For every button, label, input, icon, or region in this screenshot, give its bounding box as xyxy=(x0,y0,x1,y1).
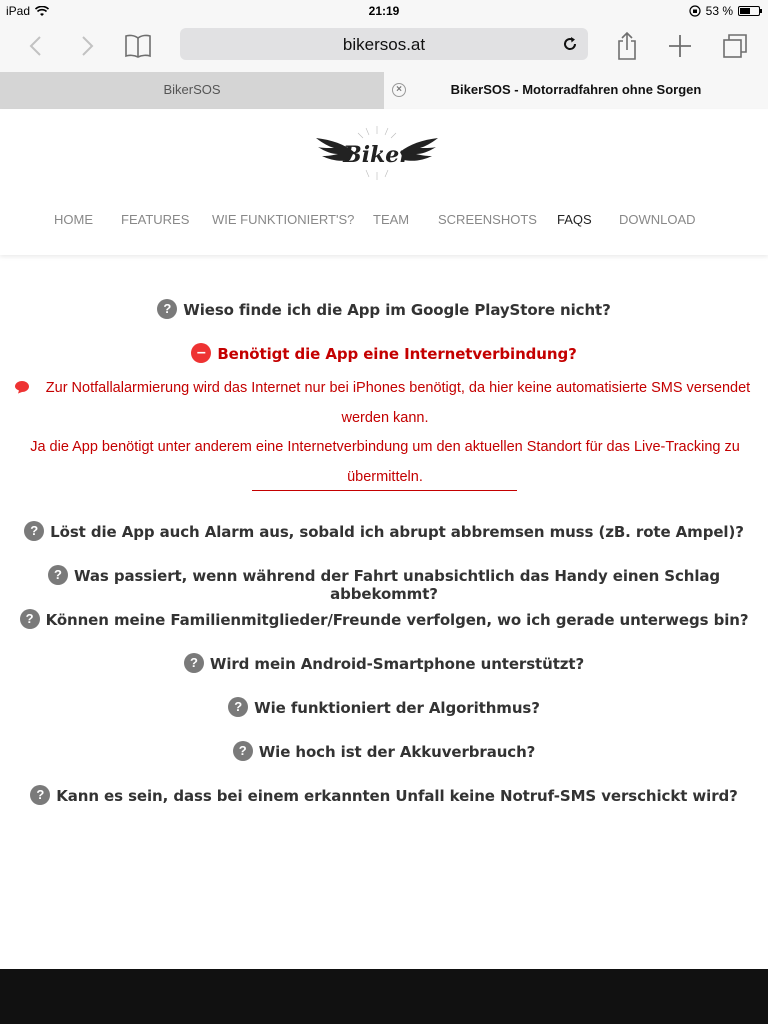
status-bar xyxy=(0,0,768,22)
faq-answer-2 xyxy=(10,374,760,492)
question-icon: ? xyxy=(228,697,248,717)
answer-line-1: Zur Notfallalarmierung wird das Internet nur bei iPhones benötigt, da hier keine automatisierte SMS versendet xyxy=(45,380,751,396)
tab-bikersos[interactable] xyxy=(0,72,384,109)
speech-bubble-icon xyxy=(14,380,30,394)
faq-question-2-open[interactable] xyxy=(0,345,768,363)
faq-question-text: Benötigt die App eine Internetverbindung? xyxy=(217,345,577,363)
tabs-icon xyxy=(722,33,748,59)
question-icon: ? xyxy=(30,785,50,805)
close-icon: × xyxy=(396,84,402,95)
logo-text: Biker xyxy=(343,142,411,168)
nav-screenshots[interactable]: SCREENSHOTS xyxy=(438,212,537,227)
battery-icon xyxy=(738,6,760,16)
faq-question-7[interactable] xyxy=(0,699,768,717)
battery-fill xyxy=(740,8,750,14)
answer-line-2: werden kann. xyxy=(341,409,429,426)
minus-icon: – xyxy=(191,343,211,363)
question-icon: ? xyxy=(48,565,68,585)
faq-question-8[interactable] xyxy=(0,743,768,761)
site-header xyxy=(0,110,768,255)
nav-faqs[interactable]: FAQS xyxy=(557,212,592,227)
status-right xyxy=(689,4,760,18)
question-icon: ? xyxy=(20,609,40,629)
tab-bar xyxy=(0,72,768,109)
question-icon: ? xyxy=(157,299,177,319)
faq-question-6[interactable] xyxy=(0,655,768,673)
battery-percent: 53 % xyxy=(705,4,733,18)
device-name: iPad xyxy=(6,4,31,18)
faq-question-text: Kann es sein, dass bei einem erkannten Unfall keine Notruf-SMS verschickt wird? xyxy=(56,787,738,805)
chevron-right-icon xyxy=(81,35,95,57)
answer-line-3: Ja die App benötigt unter anderem eine Internetverbindung um den aktuellen Standort für das Live-Tracking zu xyxy=(30,439,740,455)
share-icon xyxy=(616,31,638,61)
book-icon xyxy=(124,34,152,58)
chevron-left-icon xyxy=(28,35,42,57)
question-icon: ? xyxy=(233,741,253,761)
faq-question-text: Können meine Familienmitglieder/Freunde verfolgen, wo ich gerade unterwegs bin? xyxy=(45,611,749,629)
faq-question-9[interactable] xyxy=(0,787,768,805)
bookmarks-button[interactable] xyxy=(120,28,156,64)
faq-question-text: Wie hoch ist der Akkuverbrauch? xyxy=(258,743,536,761)
faq-question-3[interactable] xyxy=(0,523,768,541)
answer-divider xyxy=(252,490,517,491)
biker-logo[interactable] xyxy=(314,122,440,184)
plus-icon xyxy=(668,34,692,58)
answer-line-4: übermitteln. xyxy=(347,468,423,485)
faq-question-text: Wieso finde ich die App im Google PlayStore nicht? xyxy=(183,301,611,319)
reload-icon xyxy=(562,36,578,52)
faq-question-text: Löst die App auch Alarm aus, sobald ich abrupt abbremsen muss (zB. rote Ampel)? xyxy=(50,523,744,541)
faq-question-5[interactable] xyxy=(0,611,768,629)
orientation-lock-icon xyxy=(689,5,701,17)
faq-question-text: Was passiert, wenn während der Fahrt unabsichtlich das Handy einen Schlag abbekommt? xyxy=(73,567,721,603)
back-button[interactable] xyxy=(17,28,53,64)
nav-features[interactable]: FEATURES xyxy=(121,212,190,227)
question-icon: ? xyxy=(24,521,44,541)
browser-toolbar xyxy=(0,22,768,72)
tab-title: BikerSOS xyxy=(163,82,221,97)
bottom-bar xyxy=(0,969,768,1024)
new-tab-button[interactable] xyxy=(662,28,698,64)
question-icon: ? xyxy=(184,653,204,673)
reload-button[interactable] xyxy=(558,32,582,56)
nav-home[interactable]: HOME xyxy=(54,212,93,227)
share-button[interactable] xyxy=(609,28,645,64)
tab-bikersos-active[interactable] xyxy=(384,72,768,109)
nav-team[interactable]: TEAM xyxy=(373,212,410,227)
status-time: 21:19 xyxy=(368,4,400,18)
faq-question-4[interactable] xyxy=(0,567,768,603)
url-text: bikersos.at xyxy=(342,35,426,54)
nav-how-it-works[interactable]: WIE FUNKTIONIERT'S? xyxy=(212,212,355,227)
address-bar[interactable] xyxy=(180,28,588,60)
forward-button[interactable] xyxy=(70,28,106,64)
faq-question-text: Wie funktioniert der Algorithmus? xyxy=(254,699,540,717)
nav-download[interactable]: DOWNLOAD xyxy=(619,212,696,227)
faq-question-text: Wird mein Android-Smartphone unterstützt? xyxy=(209,655,585,673)
faq-question-1[interactable] xyxy=(0,301,768,319)
tabs-overview-button[interactable] xyxy=(717,28,753,64)
tab-title-active: BikerSOS - Motorradfahren ohne Sorgen xyxy=(450,82,702,97)
